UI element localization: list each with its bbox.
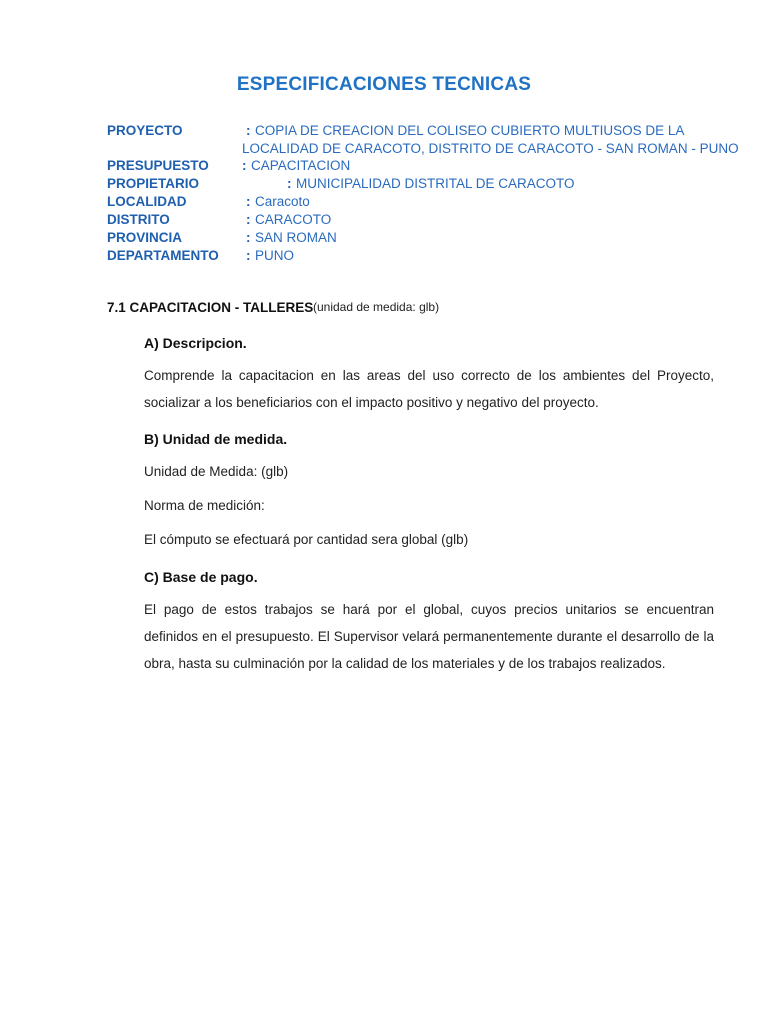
meta-colon-provincia: : bbox=[246, 230, 251, 245]
section-unit-note: (unidad de medida: glb) bbox=[313, 300, 440, 314]
meta-label-presupuesto: PRESUPUESTO bbox=[107, 158, 209, 173]
meta-label-propietario: PROPIETARIO bbox=[107, 176, 200, 191]
meta-value-proyecto: COPIA DE CREACION DEL COLISEO CUBIERTO MULTIUSOS DE LA bbox=[255, 123, 685, 138]
meta-label-distrito: DISTRITO bbox=[107, 212, 170, 227]
meta-value-distrito: CARACOTO bbox=[255, 212, 332, 227]
subsection-b-heading: B) Unidad de medida. bbox=[144, 431, 288, 447]
unit-line: Unidad de Medida: (glb) bbox=[144, 464, 289, 479]
meta-value-provincia: SAN ROMAN bbox=[255, 230, 337, 245]
subsection-c-heading: C) Base de pago. bbox=[144, 569, 258, 585]
meta-colon-distrito: : bbox=[246, 212, 251, 227]
meta-colon-propietario: : bbox=[287, 176, 292, 191]
computation-line: El cómputo se efectuará por cantidad sera global (glb) bbox=[144, 532, 469, 547]
subsection-a-heading: A) Descripcion. bbox=[144, 335, 247, 351]
subsection-a-text: Comprende la capacitacion en las areas del uso correcto de los ambientes del Proyecto, socializar a los beneficiarios con el impacto positivo y negativo del proyecto. bbox=[144, 368, 714, 410]
meta-label-departamento: DEPARTAMENTO bbox=[107, 248, 219, 263]
meta-colon-presupuesto: : bbox=[242, 158, 247, 173]
meta-label-localidad: LOCALIDAD bbox=[107, 194, 187, 209]
meta-colon-localidad: : bbox=[246, 194, 251, 209]
meta-label-provincia: PROVINCIA bbox=[107, 230, 183, 245]
subsection-c-text: El pago de estos trabajos se hará por el global, cuyos precios unitarios se encuentran definidos en el presupuesto. El Supervisor velará permanentemente durante el desarrollo de la obra, hasta su culminación por la calidad de los materiales y de los trabajos realizados. bbox=[144, 602, 714, 671]
meta-value-localidad: Caracoto bbox=[255, 194, 310, 209]
norm-line: Norma de medición: bbox=[144, 498, 265, 513]
meta-colon-proyecto: : bbox=[246, 123, 251, 138]
meta-value-proyecto-line2: LOCALIDAD DE CARACOTO, DISTRITO DE CARACOTO - SAN ROMAN - PUNO bbox=[242, 141, 739, 156]
meta-value-departamento: PUNO bbox=[255, 248, 295, 263]
meta-label-proyecto: PROYECTO bbox=[107, 123, 183, 138]
section-heading: 7.1 CAPACITACION - TALLERES bbox=[107, 300, 314, 315]
meta-value-presupuesto: CAPACITACION bbox=[251, 158, 351, 173]
meta-colon-departamento: : bbox=[246, 248, 251, 263]
page-title: ESPECIFICACIONES TECNICAS bbox=[236, 74, 532, 95]
meta-value-propietario: MUNICIPALIDAD DISTRITAL DE CARACOTO bbox=[296, 176, 575, 191]
